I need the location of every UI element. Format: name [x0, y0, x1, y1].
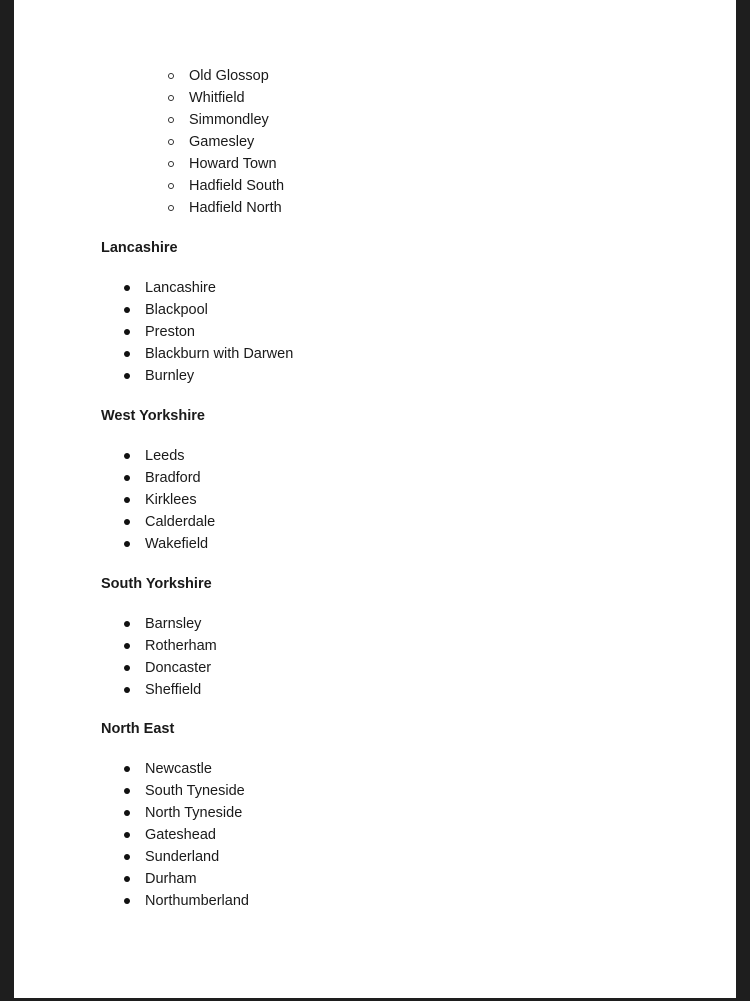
section-heading: Lancashire	[101, 240, 178, 256]
document-page	[14, 0, 736, 998]
list-item: Wakefield	[14, 533, 736, 555]
list-item: Hadfield North	[14, 197, 284, 219]
list-item: Rotherham	[14, 635, 736, 657]
section-west-yorkshire	[14, 405, 736, 555]
list-item: Blackpool	[14, 299, 736, 321]
list-item: Gamesley	[14, 131, 284, 153]
list-item: Barnsley	[14, 613, 736, 635]
list-item: Calderdale	[14, 511, 736, 533]
list-item: Gateshead	[14, 824, 736, 846]
bullet-list	[14, 613, 736, 701]
bullet-list	[14, 277, 736, 387]
section-heading: South Yorkshire	[101, 576, 212, 592]
section-lancashire	[14, 237, 736, 387]
bullet-list	[14, 445, 736, 555]
list-item: Burnley	[14, 365, 736, 387]
list-item: Preston	[14, 321, 736, 343]
section-heading: North East	[101, 721, 175, 737]
list-item: North Tyneside	[14, 802, 736, 824]
list-item: Northumberland	[14, 890, 736, 912]
list-item: South Tyneside	[14, 780, 736, 802]
list-item: Simmondley	[14, 109, 284, 131]
list-item: Newcastle	[14, 758, 736, 780]
sub-bullet-list	[14, 65, 284, 219]
list-item: Whitfield	[14, 87, 284, 109]
section-north-east	[14, 718, 736, 912]
list-item: Sheffield	[14, 679, 736, 701]
list-item: Leeds	[14, 445, 736, 467]
section-heading: West Yorkshire	[101, 408, 205, 424]
bullet-list	[14, 758, 736, 912]
list-item: Hadfield South	[14, 175, 284, 197]
list-item: Sunderland	[14, 846, 736, 868]
list-item: Doncaster	[14, 657, 736, 679]
list-item: Howard Town	[14, 153, 284, 175]
list-item: Old Glossop	[14, 65, 284, 87]
list-item: Kirklees	[14, 489, 736, 511]
list-item: Blackburn with Darwen	[14, 343, 736, 365]
list-item: Bradford	[14, 467, 736, 489]
list-item: Durham	[14, 868, 736, 890]
list-item: Lancashire	[14, 277, 736, 299]
section-south-yorkshire	[14, 573, 736, 701]
